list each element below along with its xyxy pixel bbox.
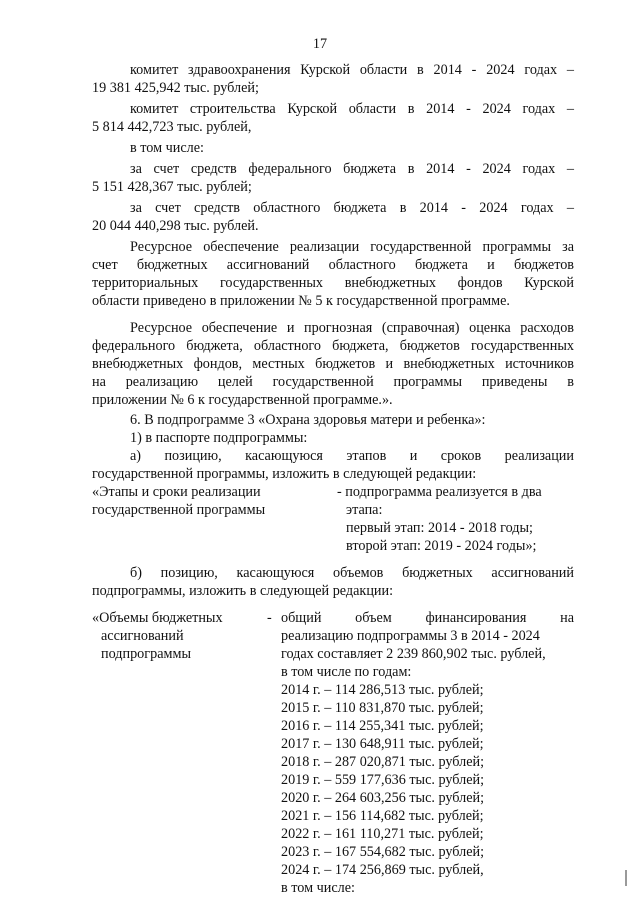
text-line: внебюджетных фондов, местных бюджетов и внебюджетных источников <box>92 356 574 372</box>
funding-year-line: 2023 г. – 167 554,682 тыс. рублей; <box>281 844 485 860</box>
text-line: в том числе: <box>281 880 355 896</box>
text-line: за счет средств федерального бюджета в 2014 - 2024 годах – <box>130 161 574 177</box>
text-line: приложении № 6 к государственной программе.». <box>92 392 393 408</box>
text-line: реализацию подпрограммы 3 в 2014 - 2024 <box>281 628 540 644</box>
funding-year-line: 2019 г. – 559 177,636 тыс. рублей; <box>281 772 485 788</box>
funding-year-line: 2024 г. – 174 256,869 тыс. рублей, <box>281 862 484 878</box>
text-line: ассигнований <box>101 628 184 644</box>
item-a <box>92 447 574 483</box>
stages-value <box>337 483 574 555</box>
volumes-dash: - <box>267 610 272 626</box>
paragraph-resource-5 <box>92 238 574 310</box>
text-line: подпрограммы, изложить в следующей редакции: <box>92 583 394 599</box>
item-6-heading: 6. В подпрограмме 3 «Охрана здоровья матери и ребенка»: <box>130 412 486 428</box>
text-line: 5 814 442,723 тыс. рублей, <box>92 119 252 135</box>
text-line: «Этапы и сроки реализации <box>92 484 261 500</box>
text-line: «Объемы бюджетных <box>92 610 223 626</box>
text-line: первый этап: 2014 - 2018 годы; <box>346 520 533 536</box>
text-line: общий объем финансирования на <box>281 610 574 626</box>
funding-year-line: 2022 г. – 161 110,271 тыс. рублей; <box>281 826 484 842</box>
text-line: - подпрограмма реализуется в два <box>337 484 542 500</box>
text-line: комитет здравоохранения Курской области в 2014 - 2024 годах – <box>130 62 574 78</box>
text-line: в том числе по годам: <box>281 664 412 680</box>
text-line: комитет строительства Курской области в 2014 - 2024 годах – <box>130 101 574 117</box>
volumes-position <box>92 609 574 897</box>
text-line: 20 044 440,298 тыс. рублей. <box>92 218 259 234</box>
item-b <box>92 564 574 600</box>
text-line: в том числе: <box>130 140 204 156</box>
text-line: подпрограммы <box>101 646 191 662</box>
text-line: области приведено в приложении № 5 к государственной программе. <box>92 293 510 309</box>
text-line: Ресурсное обеспечение и прогнозная (справочная) оценка расходов <box>130 320 574 336</box>
item-6-1: 1) в паспорте подпрограммы: <box>130 430 308 446</box>
text-line: государственной программы <box>92 502 266 518</box>
text-line: этапа: <box>346 502 383 518</box>
text-line: годах составляет 2 239 860,902 тыс. рублей, <box>281 646 546 662</box>
funding-year-line: 2015 г. – 110 831,870 тыс. рублей; <box>281 700 484 716</box>
funding-year-line: 2021 г. – 156 114,682 тыс. рублей; <box>281 808 484 824</box>
text-line: счет бюджетных ассигнований областного бюджета и бюджетов <box>92 257 574 273</box>
text-line: государственной программы, изложить в следующей редакции: <box>92 466 477 482</box>
page-content <box>92 61 574 897</box>
funding-year-line: 2018 г. – 287 020,871 тыс. рублей; <box>281 754 485 770</box>
text-line: 5 151 428,367 тыс. рублей; <box>92 179 252 195</box>
funding-year-line: 2020 г. – 264 603,256 тыс. рублей; <box>281 790 485 806</box>
text-line: а) позицию, касающуюся этапов и сроков реализации <box>130 448 574 464</box>
funding-year-line: 2014 г. – 114 286,513 тыс. рублей; <box>281 682 484 698</box>
text-line: 19 381 425,942 тыс. рублей; <box>92 80 259 96</box>
text-line: за счет средств областного бюджета в 2014 - 2024 годах – <box>130 200 574 216</box>
text-line: территориальных государственных внебюджетных фондов Курской <box>92 275 574 291</box>
volumes-label <box>92 609 267 897</box>
paragraph-resource-6 <box>92 319 574 409</box>
stages-position <box>92 483 574 555</box>
volumes-value <box>281 609 574 897</box>
stages-label <box>92 483 337 555</box>
text-line: на реализацию целей государственной программы приведены в <box>92 374 574 390</box>
funding-year-line: 2017 г. – 130 648,911 тыс. рублей; <box>281 736 484 752</box>
text-line: Ресурсное обеспечение реализации государственной программы за <box>130 239 574 255</box>
funding-year-line: 2016 г. – 114 255,341 тыс. рублей; <box>281 718 484 734</box>
text-line: б) позицию, касающуюся объемов бюджетных ассигнований <box>130 565 574 581</box>
text-line: второй этап: 2019 - 2024 годы»; <box>346 538 537 554</box>
text-line: федерального бюджета, областного бюджета, бюджетов государственных <box>92 338 574 354</box>
scan-edge-mark <box>625 870 627 886</box>
page-number: 17 <box>312 36 328 52</box>
